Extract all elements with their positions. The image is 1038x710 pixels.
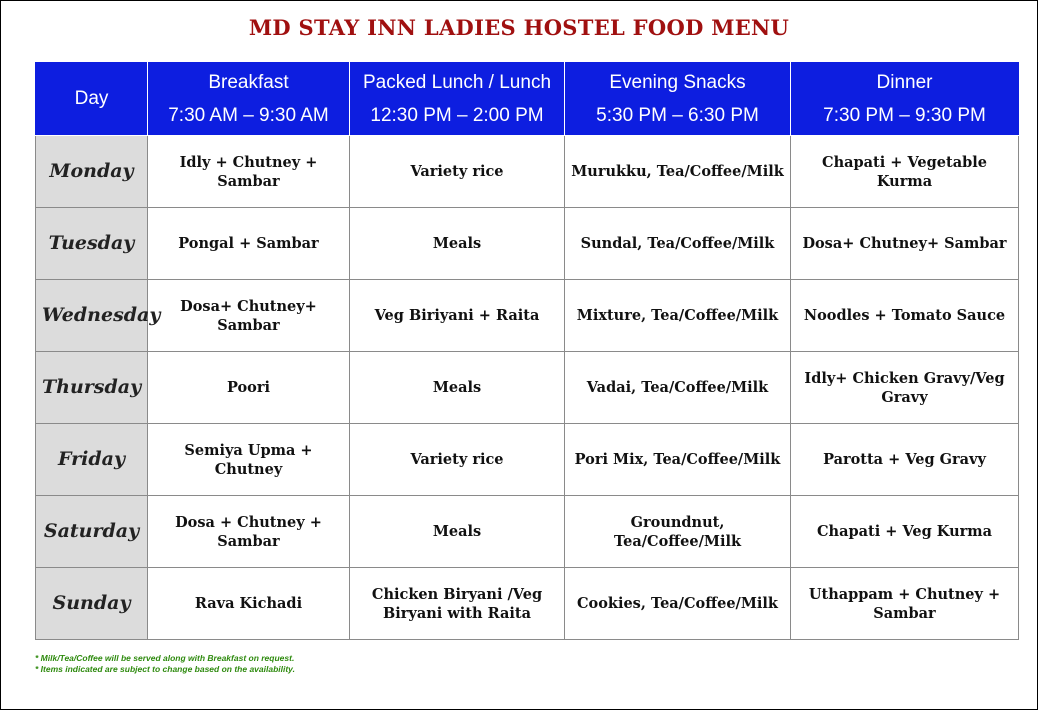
row-sunday xyxy=(36,568,1019,640)
row-tuesday xyxy=(36,208,1019,280)
header-day xyxy=(36,63,148,136)
lunch-cell: Meals xyxy=(350,208,565,280)
dinner-cell: Chapati + Vegetable Kurma xyxy=(791,136,1019,208)
lunch-cell: Meals xyxy=(350,496,565,568)
breakfast-cell: Rava Kichadi xyxy=(148,568,350,640)
day-cell: Monday xyxy=(36,136,148,208)
breakfast-cell: Idly + Chutney + Sambar xyxy=(148,136,350,208)
dinner-cell: Chapati + Veg Kurma xyxy=(791,496,1019,568)
snacks-cell: Sundal, Tea/Coffee/Milk xyxy=(565,208,791,280)
snacks-cell: Pori Mix, Tea/Coffee/Milk xyxy=(565,424,791,496)
breakfast-cell: Poori xyxy=(148,352,350,424)
snacks-cell: Vadai, Tea/Coffee/Milk xyxy=(565,352,791,424)
snacks-cell: Groundnut, Tea/Coffee/Milk xyxy=(565,496,791,568)
day-cell: Tuesday xyxy=(36,208,148,280)
dinner-cell: Noodles + Tomato Sauce xyxy=(791,280,1019,352)
header-snacks-time: 5:30 PM – 6:30 PM xyxy=(596,105,759,126)
dinner-cell: Idly+ Chicken Gravy/Veg Gravy xyxy=(791,352,1019,424)
day-cell: Friday xyxy=(36,424,148,496)
header-dinner xyxy=(791,63,1019,136)
dinner-cell: Uthappam + Chutney + Sambar xyxy=(791,568,1019,640)
header-snacks xyxy=(565,63,791,136)
row-friday xyxy=(36,424,1019,496)
row-wednesday xyxy=(36,280,1019,352)
breakfast-cell: Dosa + Chutney + Sambar xyxy=(148,496,350,568)
header-breakfast-time: 7:30 AM – 9:30 AM xyxy=(168,105,329,126)
header-breakfast-name: Breakfast xyxy=(208,72,289,93)
header-lunch-name: Packed Lunch / Lunch xyxy=(362,72,552,93)
breakfast-cell: Dosa+ Chutney+ Sambar xyxy=(148,280,350,352)
day-cell: Thursday xyxy=(36,352,148,424)
breakfast-cell: Semiya Upma + Chutney xyxy=(148,424,350,496)
food-menu-table xyxy=(35,62,1019,640)
header-lunch-time: 12:30 PM – 2:00 PM xyxy=(370,105,544,126)
snacks-cell: Mixture, Tea/Coffee/Milk xyxy=(565,280,791,352)
header-breakfast xyxy=(148,63,350,136)
footnote-availability: * Items indicated are subject to change based on the availability. xyxy=(35,664,295,674)
header-lunch xyxy=(350,63,565,136)
header-day-label: Day xyxy=(74,88,109,109)
lunch-cell: Chicken Biryani /Veg Biryani with Raita xyxy=(350,568,565,640)
header-snacks-name: Evening Snacks xyxy=(609,72,746,93)
header-row xyxy=(36,63,1019,136)
day-cell: Saturday xyxy=(36,496,148,568)
row-saturday xyxy=(36,496,1019,568)
dinner-cell: Parotta + Veg Gravy xyxy=(791,424,1019,496)
day-cell: Sunday xyxy=(36,568,148,640)
lunch-cell: Meals xyxy=(350,352,565,424)
header-dinner-name: Dinner xyxy=(876,72,933,93)
row-thursday xyxy=(36,352,1019,424)
snacks-cell: Cookies, Tea/Coffee/Milk xyxy=(565,568,791,640)
header-dinner-time: 7:30 PM – 9:30 PM xyxy=(823,105,986,126)
footnote-milk: * Milk/Tea/Coffee will be served along with Breakfast on request. xyxy=(35,653,295,663)
dinner-cell: Dosa+ Chutney+ Sambar xyxy=(791,208,1019,280)
footnotes xyxy=(35,653,295,675)
lunch-cell: Variety rice xyxy=(350,424,565,496)
lunch-cell: Veg Biriyani + Raita xyxy=(350,280,565,352)
lunch-cell: Variety rice xyxy=(350,136,565,208)
row-monday xyxy=(36,136,1019,208)
day-cell: Wednesday xyxy=(36,280,148,352)
page-title: MD STAY INN LADIES HOSTEL FOOD MENU xyxy=(248,15,790,40)
snacks-cell: Murukku, Tea/Coffee/Milk xyxy=(565,136,791,208)
breakfast-cell: Pongal + Sambar xyxy=(148,208,350,280)
